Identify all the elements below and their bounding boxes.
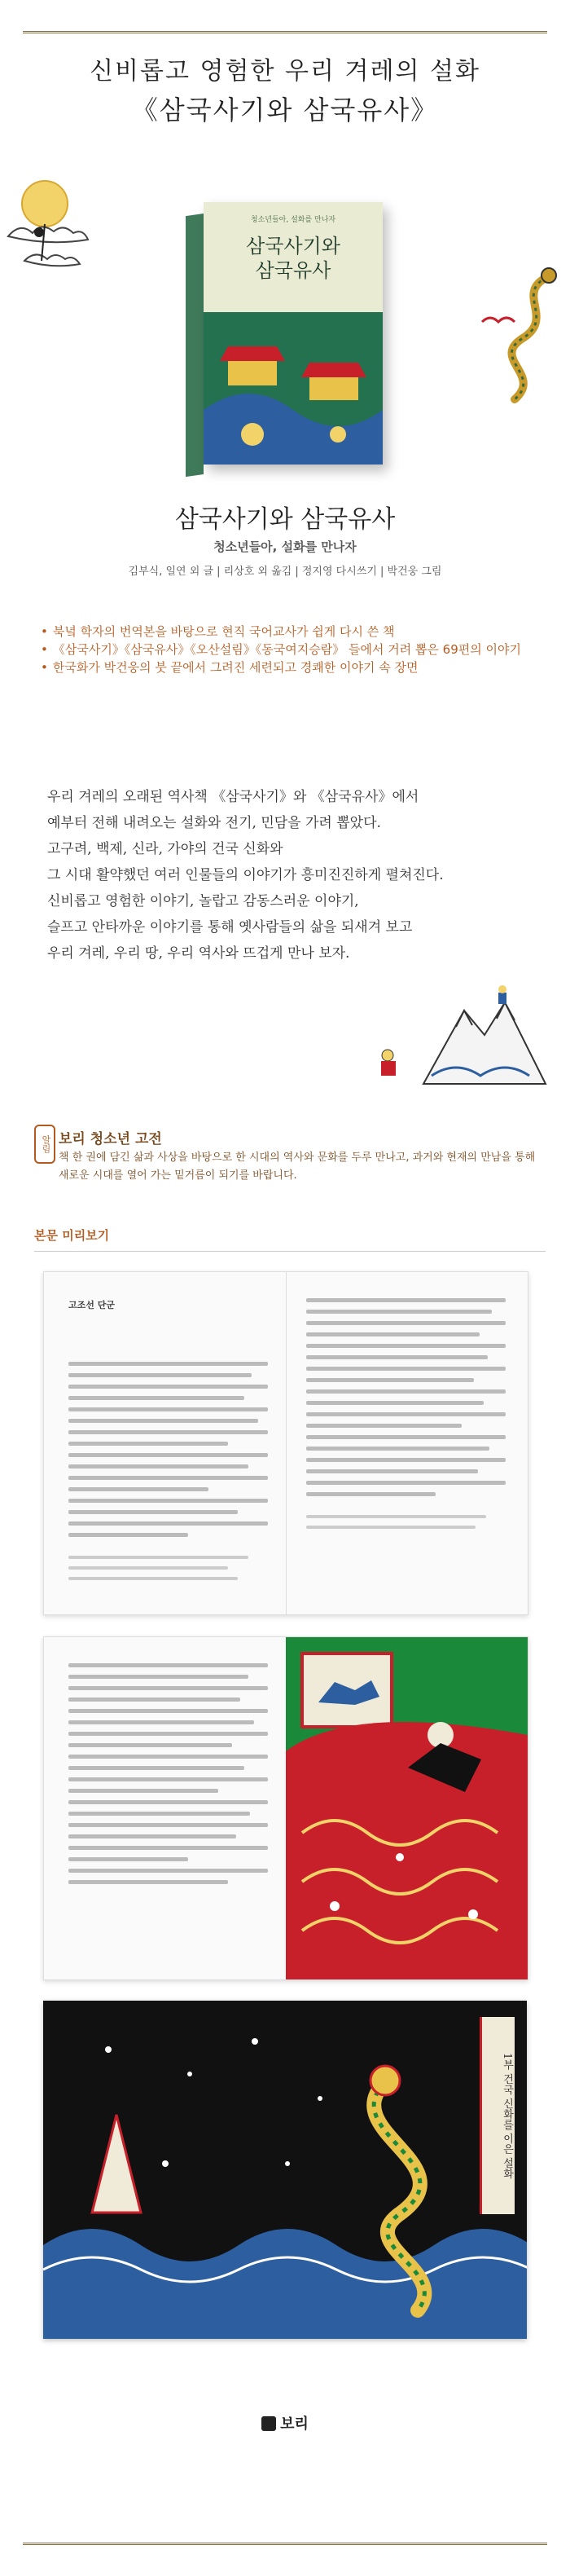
intro-line: 그 시대 활약했던 여러 인물들의 이야기가 흥미진진하게 펼쳐진다. <box>47 867 444 883</box>
page-left-text <box>68 1362 268 1587</box>
footer-logo <box>252 2412 318 2433</box>
book-cover-series: 청소년들아, 설화를 만나자 <box>250 216 336 224</box>
preview-spread-illustration <box>43 1636 528 1980</box>
sun-cloud-illustration <box>0 159 122 281</box>
book-title: 삼국사기와 삼국유사 <box>174 505 396 534</box>
mountain-illustration <box>407 978 554 1092</box>
intro-line: 신비롭고 영험한 이야기, 놀랍고 감동스러운 이야기, <box>47 893 359 909</box>
highlight-item: • 《삼국사기》《삼국유사》《오산설림》《동국여지승람》 들에서 거려 뽑은 69편의 이야기 <box>41 641 546 658</box>
intro-line: 우리 겨레의 오래된 역사책 《삼국사기》와 《삼국유사》에서 <box>47 789 419 805</box>
intro-line: 우리 겨레, 우리 땅, 우리 역사와 뜨겁게 만나 보자. <box>47 945 350 962</box>
preview-spread-dragon <box>43 2001 527 2339</box>
dragon-illustration <box>466 261 563 416</box>
highlight-item: • 한국화가 박건웅의 붓 끝에서 그려진 세련되고 경쾌한 이야기 속 장면 <box>41 658 546 676</box>
book-spine <box>186 214 204 477</box>
series-badge: 알림 <box>34 1125 55 1164</box>
footer-logo-text: 보리 <box>280 2415 309 2433</box>
hero-title-line1: 신비롭고 영험한 우리 겨레의 설화 <box>90 57 480 86</box>
intro-line: 슬프고 안타까운 이야기를 통해 옛사람들의 삶을 되새겨 보고 <box>47 919 413 936</box>
highlight-item: • 북녘 학자의 번역본을 바탕으로 현직 국어교사가 쉽게 다시 쓴 책 <box>41 623 546 641</box>
hero-title-line2: 《삼국사기와 삼국유사》 <box>131 95 439 125</box>
bottom-rule <box>23 2543 547 2545</box>
horse-rider-illustration <box>286 1637 528 1979</box>
intro-line: 고구려, 백제, 신라, 가야의 건국 신화와 <box>47 841 283 857</box>
book-cover-title-line1: 삼국사기와 <box>246 235 340 258</box>
bori-logo-icon <box>261 2416 276 2431</box>
page-title: 고조선 단군 <box>68 1300 115 1310</box>
chapter-banner: 1부 건국 신화를 이은 설화 <box>480 2017 515 2214</box>
intro-text <box>47 784 536 967</box>
top-rule <box>23 31 547 33</box>
preview-heading: 본문 미리보기 <box>34 1228 110 1243</box>
series-title: 보리 청소년 고전 <box>59 1131 162 1147</box>
book-credits: 김부식, 일연 외 글 | 리상호 외 옮김 | 정지영 다시쓰기 | 박건웅 그림 <box>128 566 442 578</box>
spread-gutter <box>286 1272 287 1614</box>
highlights-list <box>41 623 546 676</box>
book-cover <box>204 202 383 465</box>
page-left-text <box>68 1663 268 1891</box>
book-cover-art <box>204 312 383 465</box>
intro-line: 예부터 전해 내려오는 설화와 전기, 민담을 가려 뽑았다. <box>47 815 381 831</box>
page-right-text <box>306 1298 506 1536</box>
book-cover-title-line2: 삼국유사 <box>255 259 331 282</box>
series-description: 책 한 권에 담긴 삶과 사상을 바탕으로 한 시대의 역사와 문화를 두루 만나고, 과거와 현재의 만남을 통해 새로운 시대를 열어 가는 밑거름이 되기를 바랍니다. <box>59 1151 536 1182</box>
preview-spread-text <box>43 1271 528 1615</box>
book-subtitle: 청소년들아, 설화를 만나자 <box>213 539 357 554</box>
preview-divider <box>34 1251 546 1252</box>
person-illustration <box>373 1047 414 1080</box>
dragon-wave-illustration <box>43 2001 527 2339</box>
